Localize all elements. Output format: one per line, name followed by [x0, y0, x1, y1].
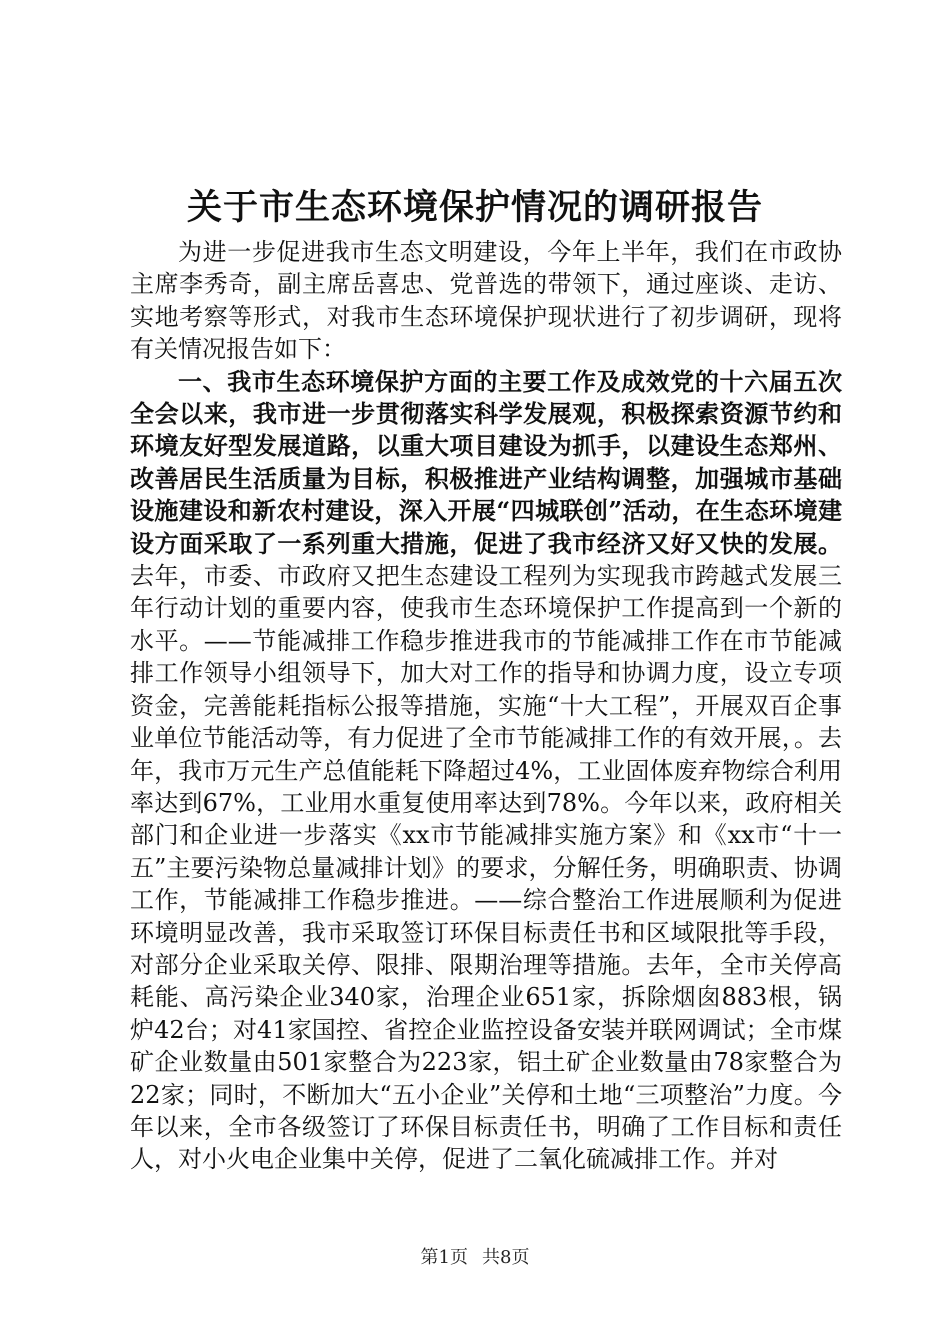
intro-paragraph: 为进一步促进我市生态文明建设，今年上半年，我们在市政协主席李秀奇，副主席岳喜忠、党普选的带领下，通过座谈、走访、实地考察等形式，对我市生态环境保护现状进行了初步调研，现将有关情况报告如下：: [130, 238, 842, 364]
page-number: 第1页: [420, 1247, 468, 1268]
page-title: 关于市生态环境保护情况的调研报告: [186, 187, 763, 228]
page-count: 共8页: [482, 1247, 530, 1268]
section-1-body: 去年，市委、市政府又把生态建设工程列为实现我市跨越式发展三年行动计划的重要内容，使我市生态环境保护工作提高到一个新的水平。——节能减排工作稳步推进我市的节能减排工作在市节能减排工作领导小组领导下，加大对工作的指导和协调力度，设立专项资金，完善能耗指标公报等措施，实施“十大工程”，开展双百企事业单位节能活动等，有力促进了全市节能减排工作的有效开展，。去年，我市万元生产总值能耗下降超过4%，工业固体废弃物综合利用率达到67%，工业用水重复使用率达到78%。今年以来，政府相关部门和企业进一步落实《xx市节能减排实施方案》和《xx市“十一五”主要污染物总量减排计划》的要求，分解任务，明确职责、协调工作，节能减排工作稳步推进。——综合整治工作进展顺利为促进环境明显改善，我市采取签订环保目标责任书和区域限批等手段，对部分企业采取关停、限排、限期治理等措施。去年，全市关停高耗能、高污染企业340家，治理企业651家，拆除烟囱883根，锅炉42台；对41家国控、省控企业监控设备安装并联网调试；全市煤矿企业数量由501家整合为223家，铝土矿企业数量由78家整合为22家；同时，不断加大“五小企业”关停和土地“三项整治”力度。今年以来，全市各级签订了环保目标责任书，明确了工作目标和责任人，对小火电企业集中关停，促进了二氧化硫减排工作。并对: [130, 562, 842, 1174]
page-footer: [0, 1246, 950, 1270]
document-body: [130, 236, 842, 1176]
section-1-heading: 一、我市生态环境保护方面的主要工作及成效党的十六届五次全会以来，我市进一步贯彻落实科学发展观，积极探索资源节约和环境友好型发展道路，以重大项目建设为抓手，以建设生态郑州、改善居民生活质量为目标，积极推进产业结构调整，加强城市基础设施建设和新农村建设，深入开展“四城联创”活动，在生态环境建设方面采取了一系列重大措施，促进了我市经济又好又快的发展。: [130, 366, 842, 558]
section-1-paragraph: [130, 366, 842, 1176]
